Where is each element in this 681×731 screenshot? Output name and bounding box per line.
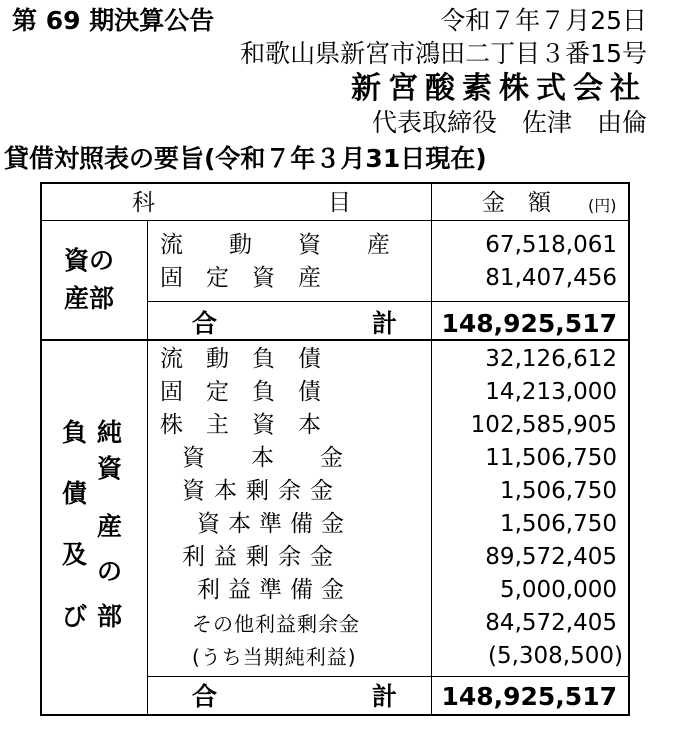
row-capital-label: 資 本 金 (182, 445, 343, 471)
row-legal-reserve-amount: 5,000,000 (499, 577, 617, 603)
row-net-income-amount: (5,308,500) (487, 643, 623, 669)
assets-total-label-2: 計 (372, 309, 398, 338)
row-fixed-liab-label: 固 定 負 債 (160, 379, 321, 405)
liab-label-right-5: 部 (97, 602, 123, 631)
row-fixed-assets-label: 固 定 資 産 (160, 265, 321, 291)
row-other-retained-amount: 84,572,405 (485, 610, 617, 636)
row-current-assets-amount: 67,518,061 (485, 232, 617, 258)
liab-label-right-2: 資 (97, 454, 123, 483)
header-item-2: 目 (328, 190, 351, 216)
notice-date: 令和７年７月25日 (440, 6, 647, 35)
company-name: 新宮酸素株式会社 (351, 71, 647, 106)
row-current-assets-label: 流 動 資 産 (160, 232, 390, 258)
assets-label-line1: 資の (64, 246, 115, 275)
liab-label-left-4: び (62, 602, 88, 631)
row-capital-surplus-label: 資本剰余金 (182, 478, 342, 504)
liab-label-left-1: 負 (62, 418, 88, 447)
assets-total-label-1: 合 (192, 309, 218, 338)
row-capital-amount: 11,506,750 (485, 445, 617, 471)
liab-label-right-4: の (97, 557, 123, 586)
row-other-retained-label: その他利益剰余金 (192, 612, 360, 636)
row-capital-reserve-label: 資本準備金 (197, 511, 352, 537)
assets-label-line2: 産部 (64, 284, 115, 313)
row-retained-earnings-amount: 89,572,405 (485, 544, 617, 570)
row-current-liab-label: 流 動 負 債 (160, 346, 321, 372)
liab-total-label-1: 合 (192, 682, 218, 711)
row-capital-reserve-amount: 1,506,750 (499, 511, 617, 537)
liab-label-left-2: 債 (62, 479, 88, 508)
row-fixed-liab-amount: 14,213,000 (485, 379, 617, 405)
row-legal-reserve-label: 利益準備金 (197, 577, 352, 603)
row-capital-surplus-amount: 1,506,750 (499, 478, 617, 504)
header-amount: 金 額 (482, 190, 551, 216)
liab-total-amount: 148,925,517 (441, 682, 617, 711)
representative: 代表取締役 佐津 由倫 (371, 108, 647, 137)
liab-label-right-3: 産 (97, 512, 123, 541)
row-current-liab-amount: 32,126,612 (485, 346, 617, 372)
row-net-income-label: (うち当期純利益) (192, 645, 357, 669)
header-unit: (円) (588, 196, 617, 215)
row-shareholders-equity-label: 株 主 資 本 (160, 412, 321, 438)
liab-label-left-3: 及 (62, 540, 88, 569)
company-address: 和歌山県新宮市鴻田二丁目３番15号 (240, 39, 647, 68)
row-shareholders-equity-amount: 102,585,905 (470, 412, 617, 438)
row-retained-earnings-label: 利益剰余金 (182, 544, 342, 570)
liab-label-right-1: 純 (97, 418, 123, 447)
notice-title: 第 69 期決算公告 (12, 6, 215, 35)
header-item-1: 科 (132, 190, 155, 216)
balance-sheet-table (40, 182, 630, 716)
liab-total-label-2: 計 (372, 682, 398, 711)
assets-total-amount: 148,925,517 (441, 309, 617, 338)
row-fixed-assets-amount: 81,407,456 (485, 265, 617, 291)
balance-sheet-title: 貸借対照表の要旨(令和７年３月31日現在) (4, 144, 487, 173)
